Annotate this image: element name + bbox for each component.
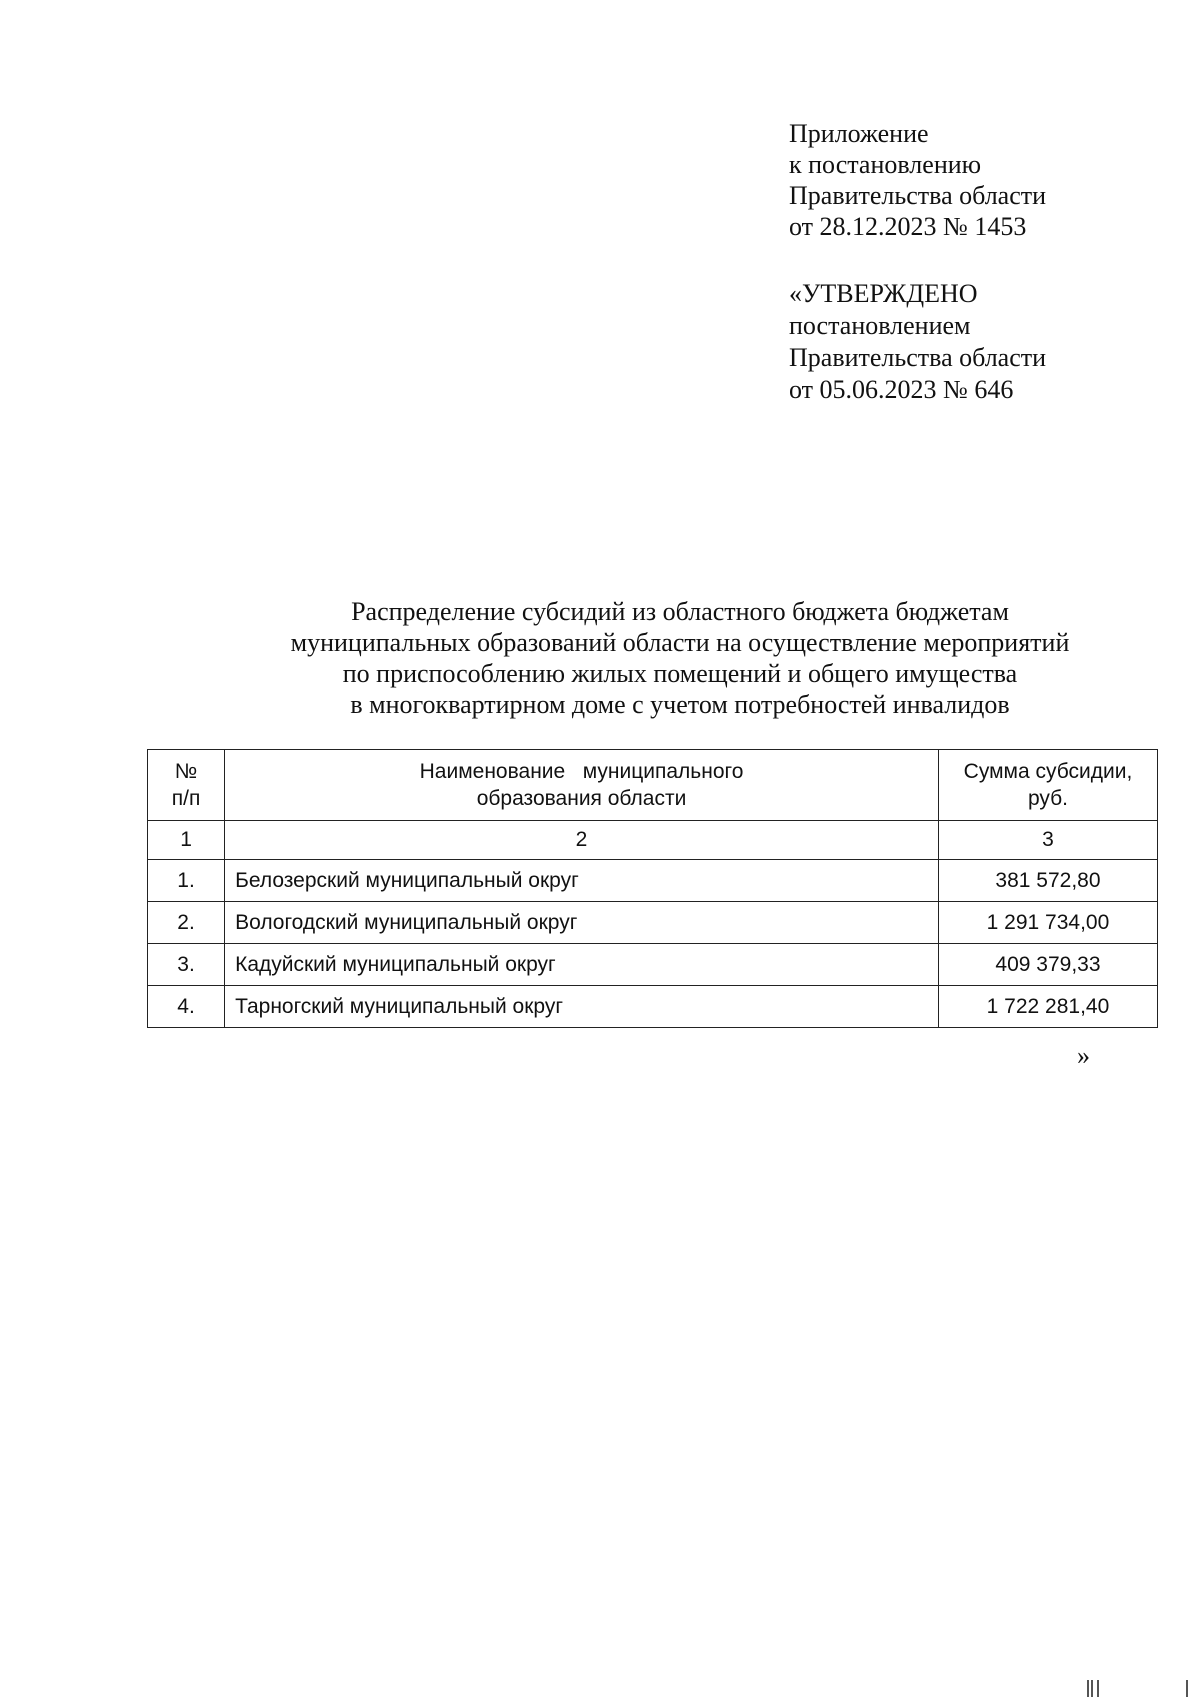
approved-heading: «УТВЕРЖДЕНО bbox=[789, 279, 978, 308]
title-line: Распределение субсидий из областного бюджета бюджетам bbox=[351, 597, 1009, 626]
row-number: 1. bbox=[148, 860, 225, 902]
subsidy-amount: 381 572,80 bbox=[938, 860, 1157, 902]
table-row bbox=[148, 944, 1158, 986]
title-line: в многоквартирном доме с учетом потребностей инвалидов bbox=[350, 690, 1010, 719]
header-num-sign: № bbox=[174, 760, 198, 783]
municipality-name: Белозерский муниципальный округ bbox=[225, 860, 939, 902]
header-name-cell bbox=[225, 750, 939, 821]
subsidy-amount: 1 291 734,00 bbox=[938, 902, 1157, 944]
approved-line: Правительства области bbox=[789, 343, 1047, 372]
appendix-block bbox=[789, 118, 1149, 242]
column-index-row bbox=[148, 821, 1158, 860]
header-sum-line: Сумма субсидии, bbox=[963, 760, 1133, 783]
table-row bbox=[148, 986, 1158, 1028]
title-line: муниципальных образований области на осуществление мероприятий bbox=[290, 628, 1070, 657]
header-sum-cell bbox=[938, 750, 1157, 821]
column-index-cell: 3 bbox=[938, 821, 1157, 860]
scan-artifact bbox=[1097, 1680, 1099, 1697]
appendix-line: к постановлению bbox=[789, 150, 982, 179]
approved-date-number: от 05.06.2023 № 646 bbox=[789, 375, 1014, 404]
scan-artifact bbox=[1091, 1680, 1093, 1697]
table-row bbox=[148, 902, 1158, 944]
table-header-row bbox=[148, 750, 1158, 821]
subsidy-amount: 1 722 281,40 bbox=[938, 986, 1157, 1028]
appendix-line: Приложение bbox=[789, 119, 929, 148]
row-number: 3. bbox=[148, 944, 225, 986]
title-line: по приспособлению жилых помещений и общего имущества bbox=[342, 659, 1018, 688]
row-number: 2. bbox=[148, 902, 225, 944]
scan-artifact bbox=[1186, 1680, 1188, 1697]
closing-quote: » bbox=[1077, 1041, 1090, 1070]
header-num-cell bbox=[148, 750, 225, 821]
approved-line: постановлением bbox=[789, 311, 971, 340]
subsidy-amount: 409 379,33 bbox=[938, 944, 1157, 986]
approved-block bbox=[789, 278, 1149, 406]
header-name-line: образования области bbox=[476, 787, 687, 810]
header-name-line: Наименование муниципального bbox=[419, 760, 744, 783]
appendix-line: Правительства области bbox=[789, 181, 1047, 210]
header-sum-unit: руб. bbox=[1027, 787, 1068, 810]
row-number: 4. bbox=[148, 986, 225, 1028]
column-index-cell: 2 bbox=[225, 821, 939, 860]
municipality-name: Вологодский муниципальный округ bbox=[225, 902, 939, 944]
municipality-name: Кадуйский муниципальный округ bbox=[225, 944, 939, 986]
appendix-date-number: от 28.12.2023 № 1453 bbox=[789, 212, 1027, 241]
column-index-cell: 1 bbox=[148, 821, 225, 860]
municipality-name: Тарногский муниципальный округ bbox=[225, 986, 939, 1028]
scan-artifact bbox=[1087, 1680, 1089, 1697]
subsidy-table bbox=[147, 749, 1158, 1028]
document-title bbox=[140, 596, 1200, 720]
header-num-abbr: п/п bbox=[171, 787, 201, 810]
table-row bbox=[148, 860, 1158, 902]
